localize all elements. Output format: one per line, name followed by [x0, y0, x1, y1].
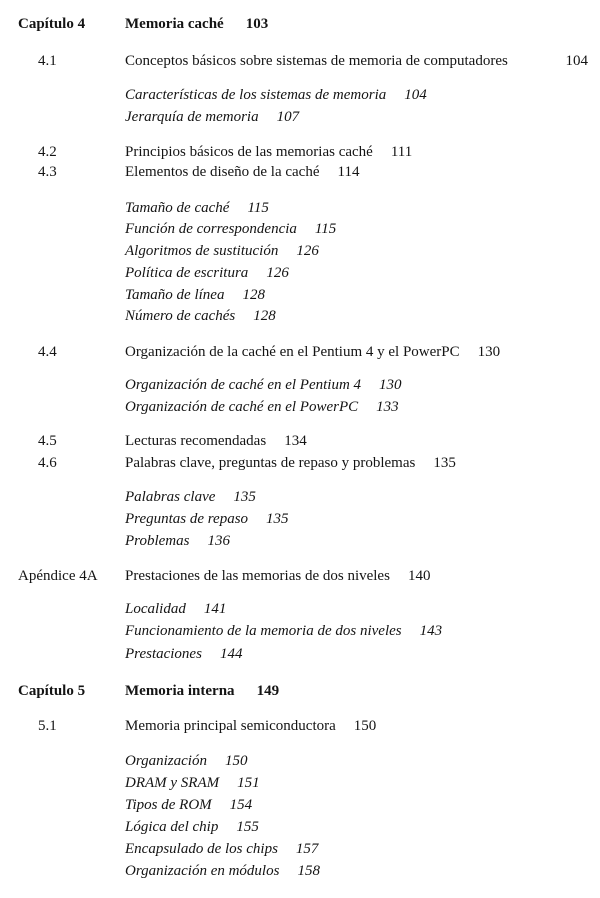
toc-subentry: [0, 305, 600, 327]
subentry-title: Características de los sistemas de memoria: [125, 87, 387, 103]
subentry-title: Localidad: [125, 601, 186, 617]
subentry-title: Organización en módulos: [125, 863, 280, 879]
page-number: 140: [407, 568, 431, 584]
toc-entry: [0, 341, 600, 363]
page-number: 128: [253, 308, 276, 324]
subentry-title: Palabras clave: [125, 489, 216, 505]
toc-entry: [0, 141, 600, 163]
chapter-heading: [0, 13, 600, 35]
subentry-line: [125, 374, 402, 396]
chapter-label: Capítulo 5: [18, 683, 86, 699]
subentry-line: [125, 816, 259, 838]
subentry-line: [125, 750, 247, 772]
page-number: 115: [247, 200, 269, 216]
section-title: Palabras clave, preguntas de repaso y problemas: [125, 455, 416, 471]
toc-entry: [0, 430, 600, 452]
toc-subentry: [0, 750, 600, 772]
toc-subentry: [0, 794, 600, 816]
subentry-title: Organización de caché en el Pentium 4: [125, 377, 362, 393]
appendix-title: Prestaciones de las memorias de dos niveles: [125, 568, 390, 584]
toc-subentry: [0, 643, 600, 665]
page-number: 130: [477, 344, 501, 360]
toc-subentry: [0, 772, 600, 794]
subentry-line: [125, 620, 442, 642]
toc-subentry: [0, 197, 600, 219]
page-number: 141: [203, 601, 227, 617]
toc-subentry: [0, 860, 600, 882]
subentry-line: [125, 860, 320, 882]
toc-subentry: [0, 838, 600, 860]
page-number: 115: [314, 221, 337, 237]
toc-subentry: [0, 284, 600, 306]
subentry-line: [125, 508, 289, 530]
subentry-title: Preguntas de repaso: [125, 511, 249, 527]
subentry-title: Encapsulado de los chips: [125, 841, 278, 857]
page-number: 103: [245, 16, 269, 32]
page-number: 135: [433, 455, 456, 471]
section-number: 4.2: [38, 144, 57, 160]
subentry-title: Función de correspondencia: [125, 221, 297, 237]
page-number: 135: [266, 511, 289, 527]
page-number: 104: [404, 87, 427, 103]
subentry-line: [125, 106, 299, 128]
toc-subentry: [0, 240, 600, 262]
subentry-line: [125, 262, 289, 284]
subentry-line: [125, 197, 269, 219]
section-number: 4.4: [38, 344, 57, 360]
toc-subentry: [0, 598, 600, 620]
section-number: 4.6: [38, 455, 57, 471]
subentry-line: [125, 396, 399, 418]
page-number: 114: [337, 164, 360, 180]
chapter-title: Memoria interna: [125, 683, 235, 699]
section-title: Lecturas recomendadas: [125, 433, 267, 449]
page-number: 126: [266, 265, 289, 281]
subentry-line: [125, 240, 319, 262]
toc-subentry: [0, 262, 600, 284]
section-line: [125, 430, 307, 452]
section-line: [125, 452, 456, 474]
subentry-title: Número de cachés: [125, 308, 236, 324]
chapter-label: Capítulo 4: [18, 16, 86, 32]
subentry-title: Algoritmos de sustitución: [125, 243, 279, 259]
page-number: 158: [297, 863, 320, 879]
subentry-title: Organización de caché en el PowerPC: [125, 399, 359, 415]
toc-subentry: [0, 530, 600, 552]
page-number: 150: [224, 753, 248, 769]
page-number: 111: [390, 144, 413, 160]
subentry-title: Organización: [125, 753, 207, 769]
subentry-title: DRAM y SRAM: [125, 775, 220, 791]
section-line: [125, 341, 500, 363]
toc-entry: [0, 715, 600, 737]
page-number: 126: [296, 243, 319, 259]
page-number: 130: [379, 377, 402, 393]
subentry-line: [125, 530, 230, 552]
toc-entry: [0, 50, 600, 72]
subentry-line: [125, 772, 260, 794]
appendix-entry: [0, 565, 600, 587]
appendix-label: Apéndice 4A: [18, 568, 98, 584]
subentry-title: Problemas: [125, 533, 190, 549]
section-title: Principios básicos de las memorias caché: [125, 144, 373, 160]
toc-subentry: [0, 396, 600, 418]
page-number: 151: [237, 775, 260, 791]
subentry-title: Política de escritura: [125, 265, 249, 281]
page-number: 136: [207, 533, 230, 549]
section-title: Organización de la caché en el Pentium 4 y el PowerPC: [125, 344, 460, 360]
page-number: 144: [219, 646, 243, 662]
toc-subentry: [0, 816, 600, 838]
subentry-line: [125, 794, 252, 816]
subentry-line: [125, 84, 427, 106]
subentry-line: [125, 838, 318, 860]
page-number: 157: [295, 841, 319, 857]
page-number: 107: [276, 109, 300, 125]
toc-subentry: [0, 508, 600, 530]
section-number: 4.3: [38, 164, 57, 180]
subentry-title: Tipos de ROM: [125, 797, 212, 813]
toc-subentry: [0, 374, 600, 396]
section-number: 4.1: [38, 53, 57, 69]
subentry-title: Funcionamiento de la memoria de dos niveles: [125, 623, 402, 639]
subentry-title: Prestaciones: [125, 646, 202, 662]
chapter-title: Memoria caché: [125, 16, 224, 32]
toc-entry: [0, 452, 600, 474]
toc-entry: [0, 161, 600, 183]
section-title: Elementos de diseño de la caché: [125, 164, 320, 180]
subentry-line: [125, 598, 226, 620]
toc-subentry: [0, 106, 600, 128]
toc-subentry: [0, 486, 600, 508]
subentry-line: [125, 486, 256, 508]
subentry-title: Tamaño de línea: [125, 287, 225, 303]
toc-subentry: [0, 218, 600, 240]
page-number: 143: [419, 623, 443, 639]
page-number: 133: [376, 399, 399, 415]
section-line: [125, 141, 412, 163]
subentry-line: [125, 643, 242, 665]
toc-subentry: [0, 84, 600, 106]
section-title: Memoria principal semiconductora: [125, 718, 336, 734]
subentry-title: Tamaño de caché: [125, 200, 230, 216]
section-number: 4.5: [38, 433, 57, 449]
page-number: 149: [256, 683, 280, 699]
page-number: 134: [284, 433, 307, 449]
section-line: [125, 161, 359, 183]
page-number: 154: [229, 797, 253, 813]
page-number: 150: [353, 718, 377, 734]
chapter-title-line: [125, 680, 279, 702]
section-title: Conceptos básicos sobre sistemas de memoria de computadores: [125, 53, 508, 69]
section-line: [125, 715, 376, 737]
page-number: 104: [565, 53, 588, 69]
chapter-heading: [0, 680, 600, 702]
section-number: 5.1: [38, 718, 57, 734]
subentry-line: [125, 218, 336, 240]
chapter-title-line: [125, 13, 268, 35]
toc-subentry: [0, 620, 600, 642]
appendix-line: [125, 565, 430, 587]
subentry-line: [125, 284, 265, 306]
page-number: 128: [242, 287, 265, 303]
subentry-line: [125, 305, 276, 327]
page-number: 135: [233, 489, 256, 505]
page-number: 155: [236, 819, 259, 835]
subentry-title: Lógica del chip: [125, 819, 219, 835]
subentry-title: Jerarquía de memoria: [125, 109, 259, 125]
